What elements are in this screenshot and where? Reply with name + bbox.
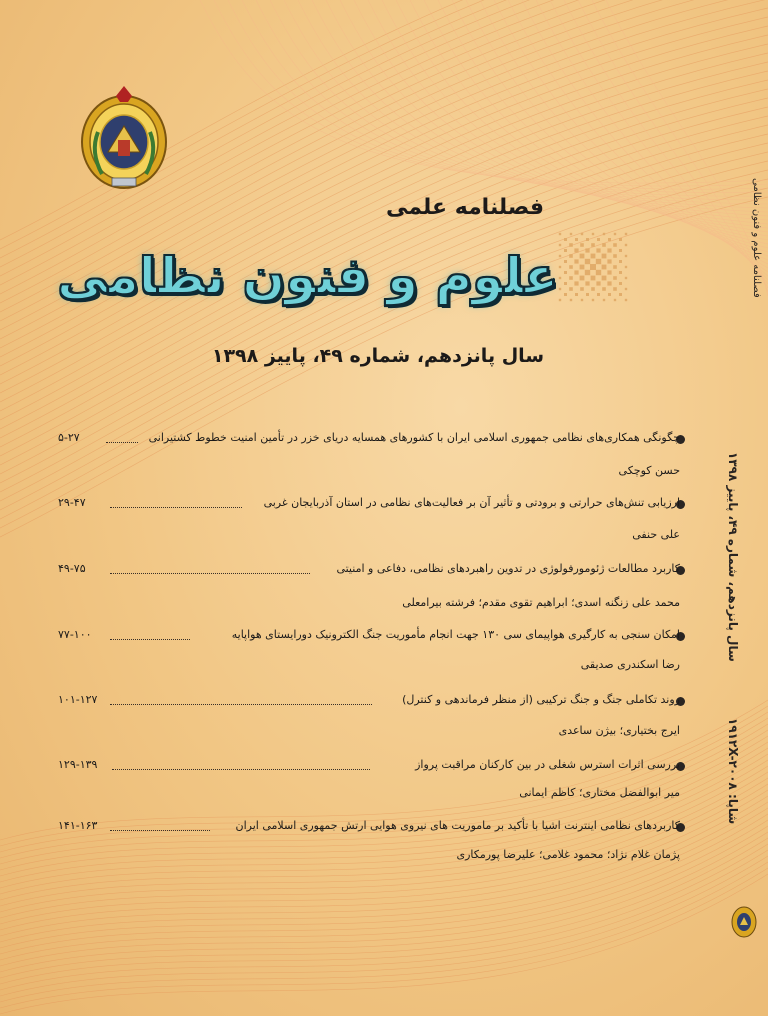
spine-issue-line bbox=[722, 452, 742, 662]
toc-leader-dots bbox=[110, 704, 372, 705]
toc-entry-pages: ۱۴۱-۱۶۳ bbox=[58, 819, 98, 832]
small-emblem-icon bbox=[731, 906, 757, 938]
toc-entry-title: کاربردهای نظامی اینترنت اشیا با تأکید بر ماموریت های نیروی هوایی ارتش جمهوری اسلامی ایران bbox=[235, 819, 680, 832]
journal-subtitle: فصلنامه علمی bbox=[386, 195, 544, 220]
toc-entry-pages: ۱۰۱-۱۲۷ bbox=[58, 693, 98, 706]
spine-journal-title bbox=[748, 178, 762, 338]
spine-issue-text: سال پانزدهم، شماره ۴۹، پاییز ۱۳۹۸ bbox=[726, 452, 740, 662]
toc-leader-dots bbox=[110, 573, 310, 574]
toc-entry-authors: محمد علی زنگنه اسدی؛ ابراهیم تقوی مقدم؛ فرشته بیرامعلی bbox=[402, 596, 680, 609]
toc-entry-title: روند تکاملی جنگ و جنگ ترکیبی (از منظر فرماندهی و کنترل) bbox=[402, 693, 680, 706]
toc-entry-authors: ایرج بختیاری؛ بیژن ساعدی bbox=[558, 724, 680, 737]
toc-entry-authors: پژمان غلام نژاد؛ محمود غلامی؛ علیرضا پورمکاری bbox=[456, 848, 680, 861]
toc-entry-pages: ۴۹-۷۵ bbox=[58, 562, 86, 575]
issue-line: سال پانزدهم، شماره ۴۹، پاییز ۱۳۹۸ bbox=[211, 345, 544, 367]
toc-entry-pages: ۵-۲۷ bbox=[58, 431, 80, 444]
toc-entry-authors: رضا اسکندری صدیقی bbox=[580, 658, 680, 671]
toc-entry-title: کاربرد مطالعات ژئومورفولوژی در تدوین راهبردهای نظامی، دفاعی و امنیتی bbox=[336, 562, 680, 575]
spine-issn bbox=[722, 718, 742, 898]
toc-entry-title: چگونگی همکاری‌های نظامی جمهوری اسلامی ایران با کشورهای همسایه دریای خزر در تأمین امنیت خطوط کشتیرانی bbox=[148, 431, 680, 444]
toc-leader-dots bbox=[110, 507, 242, 508]
toc-entry-title: ارزیابی تنش‌های حرارتی و برودتی و تأثیر آن بر فعالیت‌های نظامی در استان آذربایجان غربی bbox=[263, 496, 680, 509]
toc-entry-title: امکان سنجی به کارگیری هواپیمای سی ۱۳۰ جهت انجام مأموریت جنگ الکترونیک دورایستای هواپایه bbox=[231, 628, 680, 641]
toc-leader-dots bbox=[110, 639, 190, 640]
toc-leader-dots bbox=[110, 830, 210, 831]
journal-title: علوم و فنون نظامی bbox=[57, 247, 558, 305]
spine-title-text: فصلنامه علوم و فنون نظامی bbox=[751, 178, 762, 298]
toc-leader-dots bbox=[112, 769, 370, 770]
toc-entry-pages: ۷۷-۱۰۰ bbox=[58, 628, 92, 641]
toc-entry-pages: ۲۹-۴۷ bbox=[58, 496, 86, 509]
toc-entry-authors: میر ابوالفضل مختاری؛ کاظم ایمانی bbox=[519, 786, 680, 799]
toc-entry-authors: علی حنفی bbox=[632, 528, 680, 541]
toc-entry-title: بررسی اثرات استرس شغلی در بین کارکنان مراقبت پرواز bbox=[415, 758, 680, 771]
toc-entry-pages: ۱۲۹-۱۳۹ bbox=[58, 758, 98, 771]
spine-issn-text: شاپا: ۱۹۱۲X-۲۰۰۸ bbox=[726, 718, 740, 825]
toc-entry-authors: حسن کوچکی bbox=[618, 464, 680, 477]
